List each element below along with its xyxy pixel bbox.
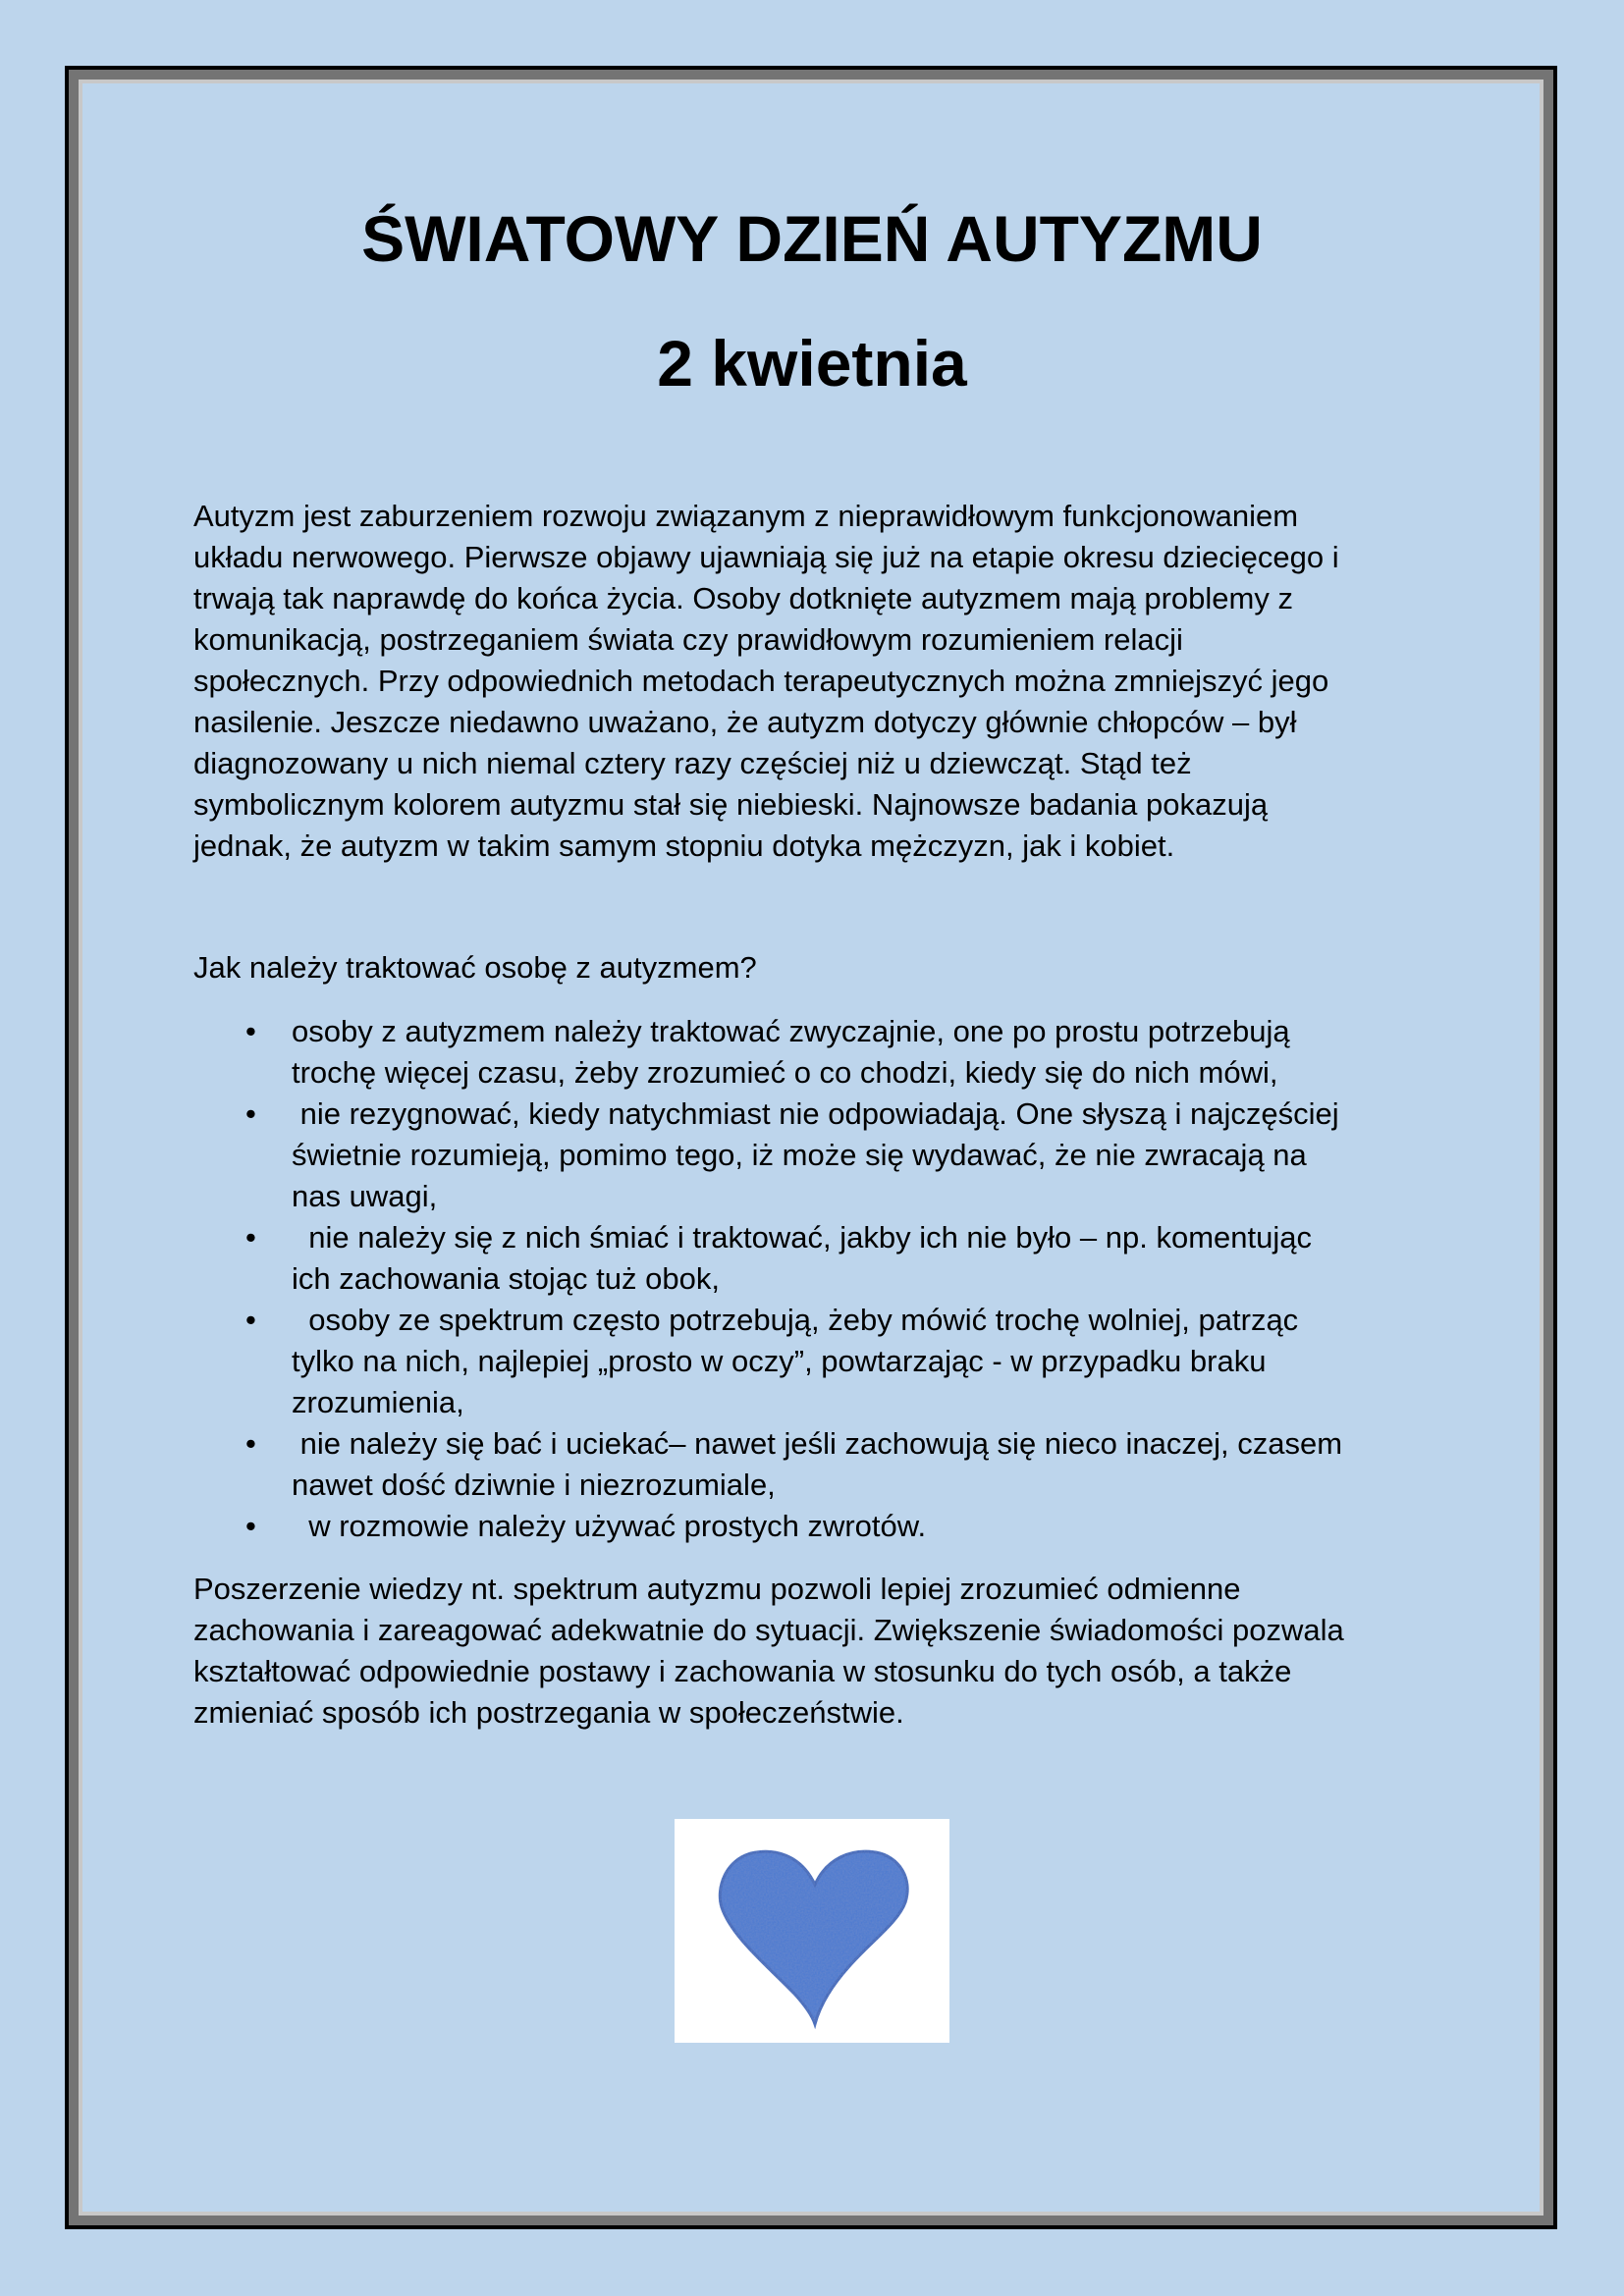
bullet-icon: •: [245, 1014, 256, 1048]
closing-paragraph: [193, 1569, 1470, 1734]
bullet-icon: •: [245, 1303, 256, 1337]
intro-line: społecznych. Przy odpowiednich metodach terapeutycznych można zmniejszyć jego: [193, 664, 1329, 698]
list-item-line: nas uwagi,: [292, 1179, 438, 1213]
list-item: [193, 1423, 1470, 1506]
page-title: ŚWIATOWY DZIEŃ AUTYZMU: [361, 202, 1263, 275]
intro-line: układu nerwowego. Pierwsze objawy ujawniają się już na etapie okresu dziecięcego i: [193, 540, 1339, 574]
question-text: Jak należy traktować osobę z autyzmem?: [193, 950, 757, 985]
question-heading: [193, 947, 1470, 988]
list-item-line: trochę więcej czasu, żeby zrozumieć o co chodzi, kiedy się do nich mówi,: [292, 1055, 1278, 1090]
list-item-line: nie rezygnować, kiedy natychmiast nie odpowiadają. One słyszą i najczęściej: [292, 1096, 1339, 1131]
intro-line: diagnozowany u nich niemal cztery razy częściej niż u dziewcząt. Stąd też: [193, 746, 1192, 780]
list-item-line: ich zachowania stojąc tuż obok,: [292, 1261, 720, 1296]
tips-list: [0, 1011, 1470, 1547]
list-item-line: tylko na nich, najlepiej „prosto w oczy”, powtarzając - w przypadku braku: [292, 1344, 1267, 1378]
intro-line: jednak, że autyzm w takim samym stopniu dotyka mężczyzn, jak i kobiet.: [193, 828, 1175, 863]
page-subtitle: 2 kwietnia: [657, 327, 967, 400]
list-item: [193, 1300, 1470, 1423]
list-item-line: nawet dość dziwnie i niezrozumiale,: [292, 1468, 776, 1502]
list-item: [193, 1506, 1470, 1547]
list-item-line: nie należy się bać i uciekać– nawet jeśli zachowują się nieco inaczej, czasem: [292, 1426, 1343, 1461]
list-item-line: świetnie rozumieją, pomimo tego, iż może się wydawać, że nie zwracają na: [292, 1138, 1307, 1172]
blue-heart-icon: [675, 1819, 949, 2043]
list-item: [193, 1011, 1470, 1094]
heart-image: [675, 1819, 949, 2043]
intro-line: nasilenie. Jeszcze niedawno uważano, że autyzm dotyczy głównie chłopców – był: [193, 705, 1297, 739]
closing-line: zmieniać sposób ich postrzegania w społeczeństwie.: [193, 1695, 904, 1730]
list-item-line: osoby z autyzmem należy traktować zwyczajnie, one po prostu potrzebują: [292, 1014, 1290, 1048]
closing-line: zachowania i zareagować adekwatnie do sytuacji. Zwiększenie świadomości pozwala: [193, 1613, 1344, 1647]
closing-line: kształtować odpowiednie postawy i zachowania w stosunku do tych osób, a także: [193, 1654, 1292, 1688]
intro-line: komunikacją, postrzeganiem świata czy prawidłowym rozumieniem relacji: [193, 622, 1183, 657]
list-item: [193, 1217, 1470, 1300]
list-item-line: w rozmowie należy używać prostych zwrotów.: [292, 1509, 927, 1543]
intro-paragraph: [193, 496, 1470, 867]
bullet-icon: •: [245, 1509, 256, 1543]
bullet-icon: •: [245, 1220, 256, 1255]
list-item-line: nie należy się z nich śmiać i traktować, jakby ich nie było – np. komentując: [292, 1220, 1312, 1255]
list-item: [193, 1094, 1470, 1217]
intro-line: Autyzm jest zaburzeniem rozwoju związanym z nieprawidłowym funkcjonowaniem: [193, 499, 1299, 533]
bullet-icon: •: [245, 1426, 256, 1461]
intro-line: symbolicznym kolorem autyzmu stał się niebieski. Najnowsze badania pokazują: [193, 787, 1269, 822]
bullet-icon: •: [245, 1096, 256, 1131]
closing-line: Poszerzenie wiedzy nt. spektrum autyzmu pozwoli lepiej zrozumieć odmienne: [193, 1572, 1241, 1606]
list-item-line: zrozumienia,: [292, 1385, 464, 1419]
list-item-line: osoby ze spektrum często potrzebują, żeby mówić trochę wolniej, patrząc: [292, 1303, 1299, 1337]
intro-line: trwają tak naprawdę do końca życia. Osoby dotknięte autyzmem mają problemy z: [193, 581, 1293, 615]
